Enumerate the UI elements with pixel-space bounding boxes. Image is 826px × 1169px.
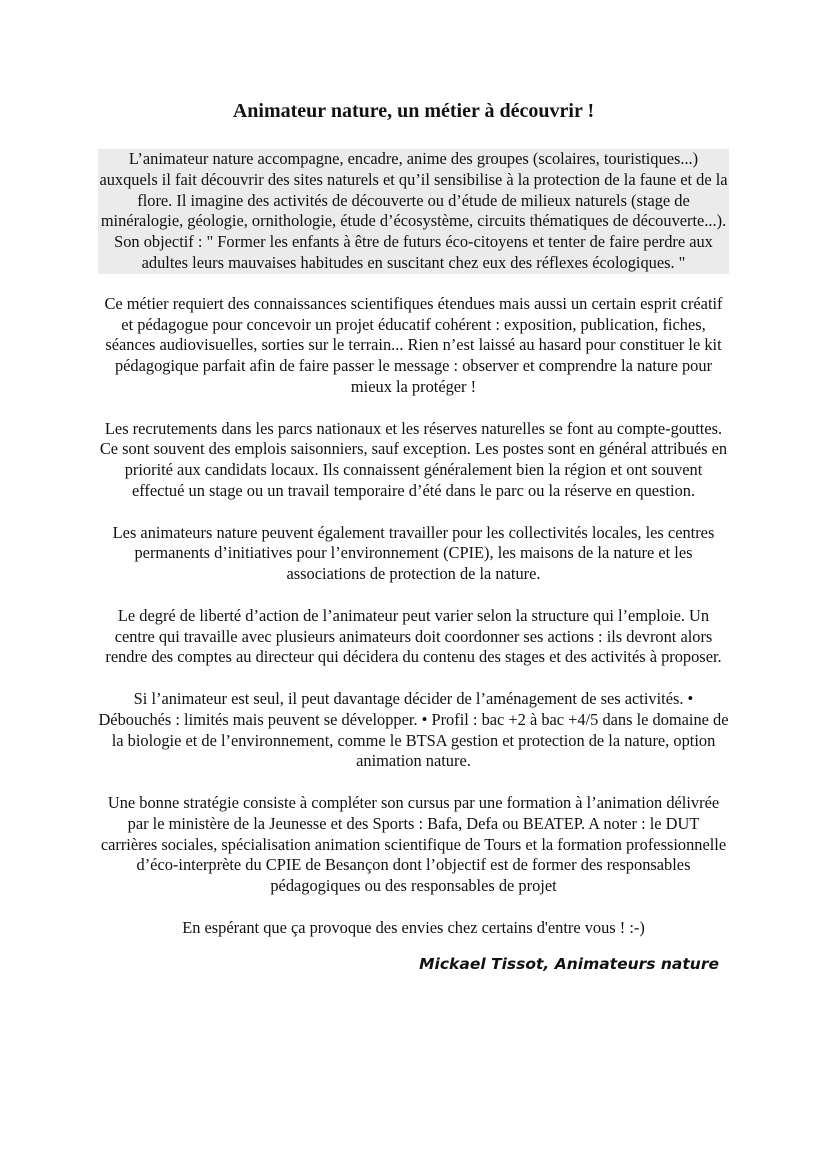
body-paragraph-strategy: Une bonne stratégie consiste à compléter son cursus par une formation à l’animation délivrée par le ministère de la Jeunesse et des Sports : Bafa, Defa ou BEATEP. A noter : le DUT carrières sociales, spécialisation animation scientifique de Tours et la formation professionnelle d’éco-interprète du CPIE de Besançon dont l’objectif est de former des responsables pédagogiques ou des responsables de projet	[100, 792, 727, 896]
document-title: Animateur nature, un métier à découvrir !	[232, 100, 595, 122]
closing-line: En espérant que ça provoque des envies chez certains d'entre vous ! :-)	[182, 917, 645, 937]
document-page	[98, 98, 729, 974]
body-paragraph-recruitment: Les recrutements dans les parcs nationaux et les réserves naturelles se font au compte-gouttes. Ce sont souvent des emplois saisonniers, sauf exception. Les postes sont en général attribués en priorité aux candidats locaux. Ils connaissent généralement bien la région et ont souvent effectué un stage ou un travail temporaire d’été dans le parc ou la réserve en question.	[99, 418, 728, 500]
author-signature: Mickael Tissot, Animateurs nature	[419, 955, 719, 974]
intro-paragraph: L’animateur nature accompagne, encadre, anime des groupes (scolaires, touristiques...) auxquels il fait découvrir des sites naturels et qu’il sensibilise à la protection de la faune et de la flore. Il imagine des activités de découverte ou d’étude de milieux naturels (stage de minéralogie, géologie, ornithologie, étude d’écosystème, circuits thématiques de découverte...). Son objectif : " Former les enfants à être de futurs éco-citoyens et tenter de faire perdre aux adultes leurs mauvaises habitudes en suscitant chez eux des réflexes écologiques. "	[99, 149, 728, 272]
body-paragraph-freedom: Le degré de liberté d’action de l’animateur peut varier selon la structure qui l’emploie. Un centre qui travaille avec plusieurs animateurs doit coordonner ses actions : ils devront alors rendre des comptes au directeur qui décidera du contenu des stages et des activités à proposer.	[105, 605, 722, 667]
body-paragraph-skills: Ce métier requiert des connaissances scientifiques étendues mais aussi un certain esprit créatif et pédagogue pour concevoir un projet éducatif cohérent : exposition, publication, fiches, séances audiovisuelles, sorties sur le terrain... Rien n’est laissé au hasard pour constituer le kit pédagogique parfait afin de faire passer le message : observer et comprendre la nature pour mieux la protéger !	[104, 293, 723, 396]
body-paragraph-employers: Les animateurs nature peuvent également travailler pour les collectivités locales, les centres permanents d’initiatives pour l’environnement (CPIE), les maisons de la nature et les associations de protection de la nature.	[112, 522, 715, 584]
body-paragraph-profile: Si l’animateur est seul, il peut davantage décider de l’aménagement de ses activités. • Débouchés : limités mais peuvent se développer. • Profil : bac +2 à bac +4/5 dans le domaine de la biologie et de l’environnement, comme le BTSA gestion et protection de la nature, option animation nature.	[98, 688, 729, 771]
